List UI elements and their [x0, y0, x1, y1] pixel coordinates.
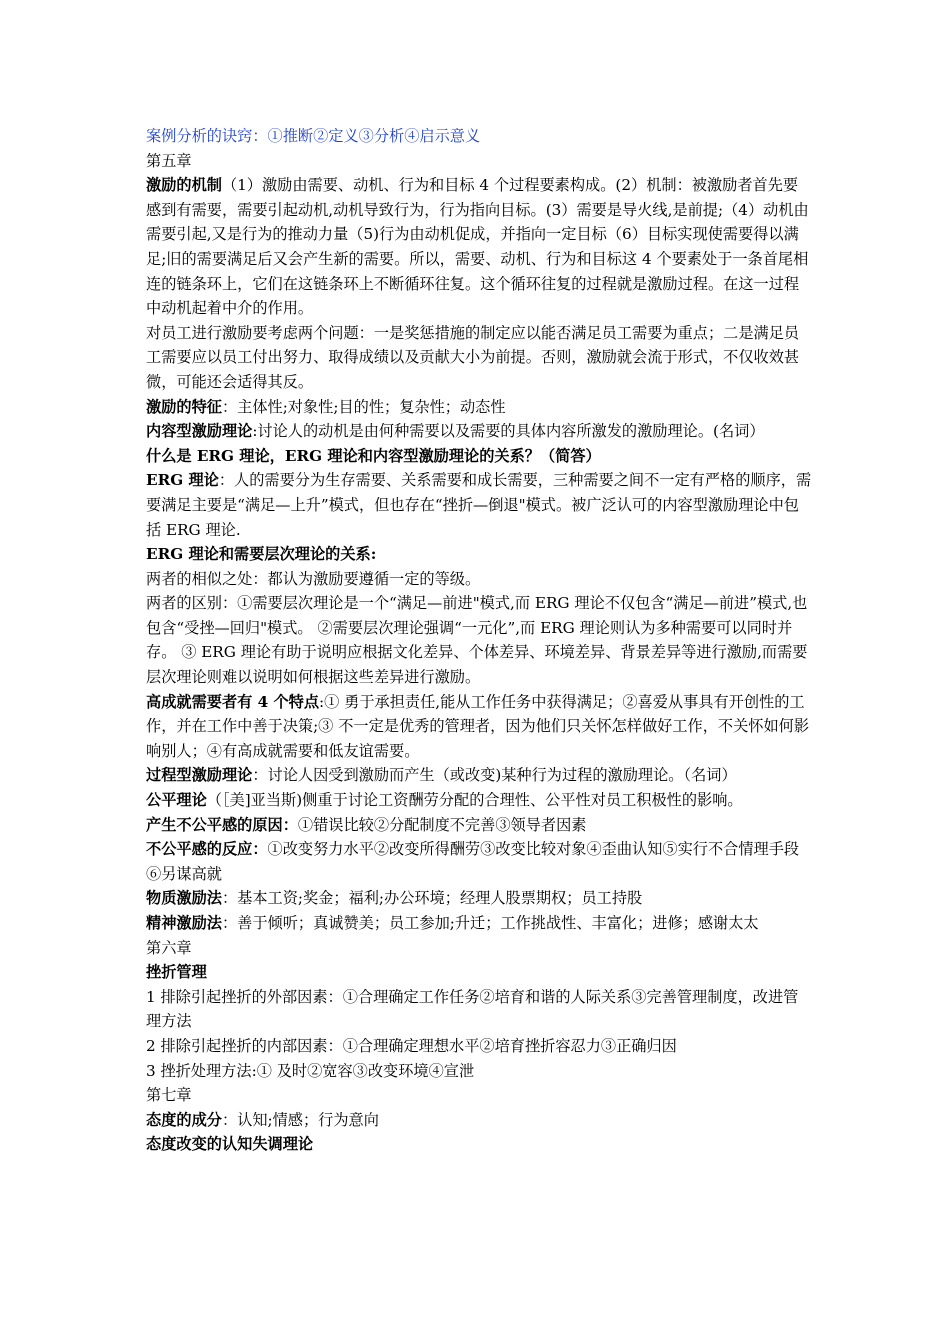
term-process-theory: 过程型激励理论: [146, 766, 253, 785]
term-material-incentives: 物质激励法: [146, 889, 222, 908]
term-motivation-mechanism: 激励的机制: [146, 176, 222, 195]
term-unfairness-causes: 产生不公平感的原因：: [146, 815, 298, 834]
term-high-achievers: 高成就需要者有 4 个特点: [146, 692, 320, 711]
paragraph-material-incentives: 物质激励法：基本工资;奖金；福利;办公环境；经理人股票期权；员工持股: [146, 889, 643, 908]
paragraph-motivation-features: 激励的特征：主体性;对象性;目的性；复杂性；动态性: [146, 397, 506, 416]
case-analysis-tip: 案例分析的诀窍：①推断②定义③分析④启示意义: [146, 127, 481, 145]
term-motivation-features: 激励的特征: [146, 397, 222, 416]
term-equity-theory: 公平理论: [146, 791, 207, 810]
paragraph-spiritual-incentives: 精神激励法：善于倾听；真诚赞美；员工参加;升迁；工作挑战性、丰富化；进修；感谢太太: [146, 914, 759, 932]
paragraph-attitude-components: 态度的成分：认知;情感；行为意向: [146, 1110, 379, 1129]
document-body: [146, 124, 812, 1157]
paragraph-process-theory: 过程型激励理论：讨论人因受到激励而产生（或改变)某种行为过程的激励理论。（名词）: [146, 766, 737, 785]
heading-erg-vs-hierarchy: ERG 理论和需要层次理论的关系:: [146, 545, 377, 564]
paragraph-motivation-mechanism: 激励的机制（1）激励由需要、动机、行为和目标 4 个过程要素构成。(2）机制：被激励者首先要感到有需要，需要引起动机,动机导致行为，行为指向目标。(3）需要是导火线,是前提;（4）动机由需要引起,又是行为的推动力量（5)行为由动机促成，并指向一定目标（6）目标实现使需要得以满足;旧的需要满足后又会产生新的需要。所以，需要、动机、行为和目标这 4 个要素处于一条首尾相连的链条环上，它们在这链条环上不断循环往复。这个循环往复的过程就是激励过程。在这一过程中动机起着中介的作用。: [146, 176, 809, 318]
term-attitude-components: 态度的成分: [146, 1110, 222, 1129]
term-content-theory: 内容型激励理论: [146, 422, 253, 441]
heading-frustration-management: 挫折管理: [146, 963, 207, 982]
paragraph-unfairness-reactions: 不公平感的反应：①改变努力水平②改变所得酬劳③改变比较对象④歪曲认知⑤实行不合情理手段⑥另谋高就: [146, 840, 800, 883]
paragraph-difference: 两者的区别：①需要层次理论是一个“满足—前进"模式,而 ERG 理论不仅包含“满足—前进”模式,也包含“受挫—回归"模式。 ②需要层次理论强调“一元化”,而 ERG 理论则认为多种需要可以同时并存。 ③ ERG 理论有助于说明应根据文化差异、个体差异、环境差异、背景差异等进行激励,而需要层次理论则难以说明如何根据这些差异进行激励。: [146, 594, 808, 687]
chapter-7-heading: 第七章: [146, 1086, 192, 1105]
list-item-handling-methods: 3 挫折处理方法:① 及时②宽容③改变环境④宣泄: [146, 1061, 475, 1080]
paragraph-high-achievers: 高成就需要者有 4 个特点:① 勇于承担责任,能从工作任务中获得满足；②喜爱从事具有开创性的工作，并在工作中善于决策;③ 不一定是优秀的管理者，因为他们只关怀怎样做好工作，不关怀如何影响别人；④有高成就需要和低友谊需要。: [146, 692, 810, 760]
paragraph-equity-theory: 公平理论（［美]亚当斯)侧重于讨论工资酬劳分配的合理性、公平性对员工积极性的影响。: [146, 791, 743, 810]
paragraph-unfairness-causes: 产生不公平感的原因：①错误比较②分配制度不完善③领导者因素: [146, 815, 587, 834]
heading-cognitive-dissonance: 态度改变的认知失调理论: [146, 1135, 314, 1154]
chapter-5-heading: 第五章: [146, 151, 192, 170]
list-item-internal-factors: 2 排除引起挫折的内部因素：①合理确定理想水平②培育挫折容忍力③正确归因: [146, 1036, 677, 1055]
term-unfairness-reactions: 不公平感的反应：: [146, 840, 268, 859]
paragraph-similarity: 两者的相似之处：都认为激励要遵循一定的等级。: [146, 569, 481, 588]
paragraph-two-issues: 对员工进行激励要考虑两个问题：一是奖惩措施的制定应以能否满足员工需要为重点；二是满足员工需要应以员工付出努力、取得成绩以及贡献大小为前提。否则，激励就会流于形式，不仅收效甚微，可能还会适得其反。: [146, 323, 800, 391]
question-erg: 什么是 ERG 理论，ERG 理论和内容型激励理论的关系？（简答）: [146, 446, 601, 465]
paragraph-content-theory: 内容型激励理论:讨论人的动机是由何种需要以及需要的具体内容所激发的激励理论。(名词）: [146, 422, 765, 441]
term-erg: ERG 理论: [146, 471, 219, 490]
chapter-6-heading: 第六章: [146, 938, 192, 957]
list-item-external-factors: 1 排除引起挫折的外部因素：①合理确定工作任务②培育和谐的人际关系③完善管理制度，改进管理方法: [146, 987, 799, 1031]
term-spiritual-incentives: 精神激励法: [146, 914, 222, 932]
paragraph-erg-theory: ERG 理论：人的需要分为生存需要、关系需要和成长需要，三种需要之间不一定有严格的顺序，需要满足主要是“满足—上升”模式，但也存在“挫折—倒退"模式。被广泛认可的内容型激励理论中包括 ERG 理论.: [146, 471, 812, 539]
